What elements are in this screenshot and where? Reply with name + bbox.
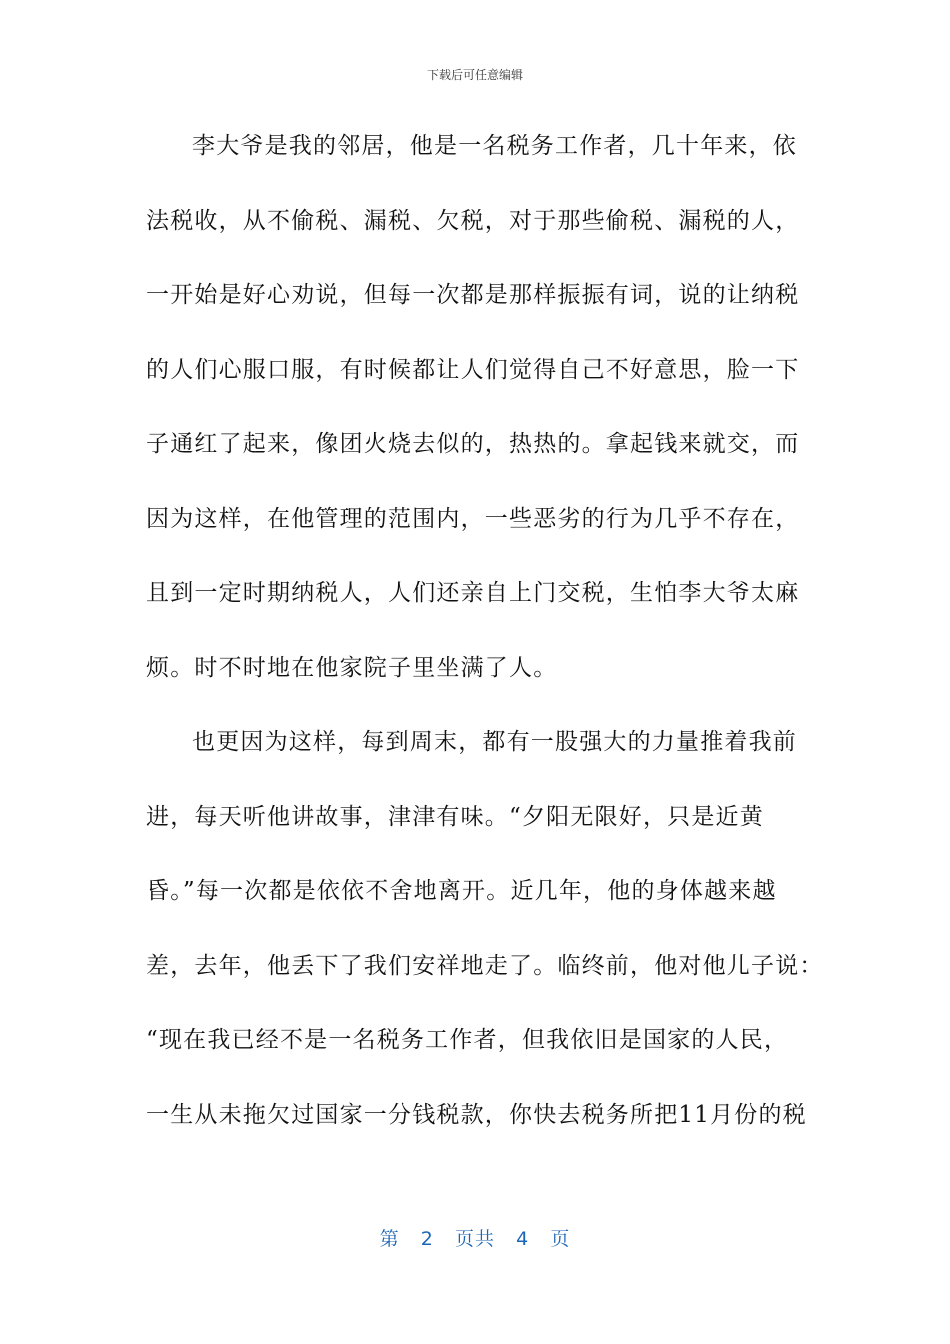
paragraph-2-line-4: 差，去年，他丢下了我们安祥地走了。临终前，他对他儿子说： (146, 952, 824, 979)
paragraph-2-line-2: 进，每天听他讲故事，津津有味。“夕阳无限好，只是近黄 (146, 803, 764, 830)
document-body (146, 120, 824, 1163)
paragraph-1-line-2: 法税收，从不偷税、漏税、欠税，对于那些偷税、漏税的人， (146, 207, 800, 234)
paragraph-1-line-5: 子通红了起来，像团火烧去似的，热热的。拿起钱来就交，而 (146, 431, 800, 457)
paragraph-1-line-3: 一开始是好心劝说，但每一次都是那样振振有词，说的让纳税 (146, 282, 800, 308)
paragraph-2-line-1: 也更因为这样，每到周末，都有一股强大的力量推着我前 (192, 729, 797, 755)
total-pages-number: 4 (516, 1228, 530, 1250)
paragraph-1-line-7: 且到一定时期纳税人，人们还亲自上门交税，生怕李大爷太麻 (146, 580, 800, 606)
paragraph-1-line-6: 因为这样，在他管理的范围内，一些恶劣的行为几乎不存在， (146, 505, 800, 532)
paragraph-2-line-5: “现在我已经不是一名税务工作者，但我依旧是国家的人民， (146, 1027, 789, 1053)
page-suffix: 页 (550, 1228, 571, 1250)
paragraph-2-line-3: 昏。”每一次都是依依不舍地离开。近几年，他的身体越来越 (146, 878, 777, 904)
page-number-footer (0, 1224, 950, 1251)
page-prefix: 第 (379, 1228, 400, 1250)
page-header-note: 下载后可任意编辑 (426, 68, 523, 82)
current-page-number: 2 (420, 1228, 434, 1250)
paragraph-1-line-4: 的人们心服口服，有时候都让人们觉得自己不好意思，脸一下 (146, 356, 800, 383)
paragraph-1-line-8: 烦。时不时地在他家院子里坐满了人。 (146, 654, 558, 681)
page-middle: 页共 (454, 1228, 495, 1250)
paragraph-1-line-1: 李大爷是我的邻居，他是一名税务工作者，几十年来，依 (192, 133, 797, 159)
paragraph-2-line-6: 一生从未拖欠过国家一分钱税款，你快去税务所把11月份的税 (146, 1101, 807, 1128)
